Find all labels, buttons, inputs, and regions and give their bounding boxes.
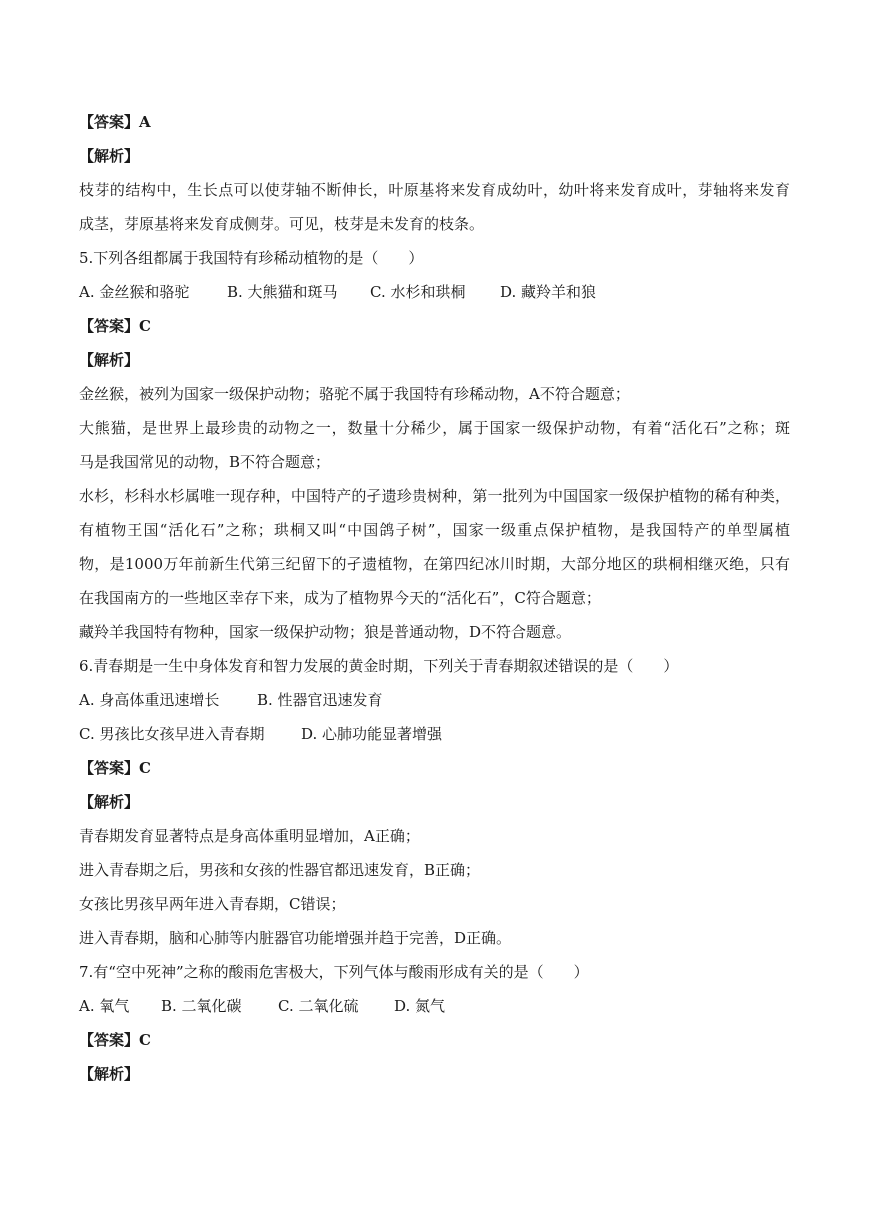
q5-analysis-line-2: 大熊猫，是世界上最珍贵的动物之一，数量十分稀少，属于国家一级保护动物，有着“活化石”之称；斑 (79, 419, 790, 437)
q5-analysis-line-6: 物，是1000万年前新生代第三纪留下的孑遗植物，在第四纪冰川时期，大部分地区的珙桐相继灭绝，只有 (79, 555, 790, 573)
q6-option-b: B. 性器官迅速发育 (257, 691, 383, 709)
q6-options-row-2 (79, 724, 442, 744)
q5-analysis-line-3: 马是我国常见的动物，B不符合题意； (79, 453, 331, 471)
q7-options (79, 996, 445, 1016)
q6-option-c: C. 男孩比女孩早进入青春期 (79, 725, 265, 743)
q5-analysis-line-1: 金丝猴，被列为国家一级保护动物；骆驼不属于我国特有珍稀动物，A不符合题意； (79, 385, 630, 403)
q5-options (79, 282, 596, 302)
q6-option-a: A. 身高体重迅速增长 (79, 691, 220, 709)
q7-answer: 【答案】C (79, 1031, 151, 1049)
q5-option-a: A. 金丝猴和骆驼 (79, 283, 190, 301)
q4-answer: 【答案】A (79, 113, 151, 131)
q6-analysis-line-3: 女孩比男孩早两年进入青春期，C错误； (79, 895, 346, 913)
q4-analysis-label: 【解析】 (79, 147, 140, 165)
q7-analysis-label: 【解析】 (79, 1065, 140, 1083)
q5-analysis-line-8: 藏羚羊我国特有物种，国家一级保护动物；狼是普通动物，D不符合题意。 (79, 623, 572, 641)
q7-option-a: A. 氧气 (79, 997, 130, 1015)
q5-analysis-line-5: 有植物王国“活化石”之称；珙桐又叫“中国鸽子树”，国家一级重点保护植物，是我国特产的单型属植 (79, 521, 790, 539)
q6-options-row-1 (79, 690, 383, 710)
q7-option-d: D. 氮气 (394, 997, 446, 1015)
q7-question: 7.有“空中死神”之称的酸雨危害极大，下列气体与酸雨形成有关的是（ ） (79, 963, 589, 981)
q4-analysis-line-2: 成茎，芽原基将来发育成侧芽。可见，枝芽是未发育的枝条。 (79, 215, 485, 233)
q5-answer: 【答案】C (79, 317, 151, 335)
q7-option-c: C. 二氧化硫 (278, 997, 359, 1015)
q6-answer: 【答案】C (79, 759, 151, 777)
q5-question: 5.下列各组都属于我国特有珍稀动植物的是（ ） (79, 249, 424, 267)
q5-analysis-line-4: 水杉，杉科水杉属唯一现存种，中国特产的孑遗珍贵树种，第一批列为中国国家一级保护植物的稀有种类， (79, 487, 790, 505)
q6-question: 6.青春期是一生中身体发育和智力发展的黄金时期，下列关于青春期叙述错误的是（ ） (79, 657, 679, 675)
q6-analysis-label: 【解析】 (79, 793, 140, 811)
q5-option-b: B. 大熊猫和斑马 (227, 283, 338, 301)
q6-analysis-line-2: 进入青春期之后，男孩和女孩的性器官都迅速发育，B正确； (79, 861, 481, 879)
q6-option-d: D. 心肺功能显著增强 (301, 725, 443, 743)
q4-analysis-line-1: 枝芽的结构中，生长点可以使芽轴不断伸长，叶原基将来发育成幼叶，幼叶将来发育成叶，芽轴将来发育 (79, 181, 790, 199)
q6-analysis-line-1: 青春期发育显著特点是身高体重明显增加，A正确； (79, 827, 420, 845)
q6-analysis-line-4: 进入青春期，脑和心肺等内脏器官功能增强并趋于完善，D正确。 (79, 929, 512, 947)
q5-option-d: D. 藏羚羊和狼 (500, 283, 597, 301)
q7-option-b: B. 二氧化碳 (161, 997, 242, 1015)
q5-analysis-label: 【解析】 (79, 351, 140, 369)
q5-option-c: C. 水杉和珙桐 (370, 283, 466, 301)
q5-analysis-line-7: 在我国南方的一些地区幸存下来，成为了植物界今天的“活化石”，C符合题意； (79, 589, 601, 607)
